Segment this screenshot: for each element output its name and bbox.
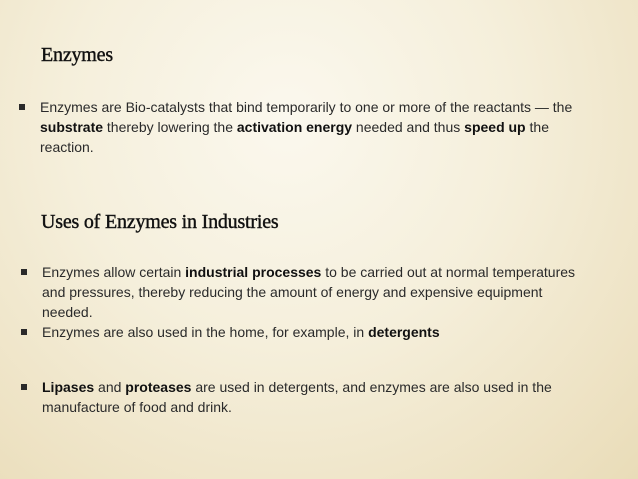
bullet-text: Enzymes are Bio-catalysts that bind temporarily to one or more of the reactants — the: [40, 99, 573, 115]
bullet-item: [17, 377, 577, 417]
bullet-item: [17, 322, 577, 342]
bullet-text: the reaction.: [40, 119, 549, 155]
bullet-text: Enzymes allow certain: [42, 264, 186, 280]
bullet-text: to be carried out at normal temperatures and pressures, thereby reducing the amount of energy and expensive equipment needed.: [42, 264, 576, 320]
heading-uses-in-industries: Uses of Enzymes in Industries: [41, 211, 279, 233]
detergents-bullet-list: [17, 377, 577, 417]
square-bullet-icon: [19, 104, 25, 110]
bold-term: speed up: [464, 119, 526, 135]
square-bullet-icon: [21, 269, 27, 275]
bullet-text: needed and thus: [352, 119, 465, 135]
bullet-text: and: [94, 379, 126, 395]
bullet-text: Enzymes are also used in the home, for example, in: [42, 324, 369, 340]
enzymes-bullet-list: [15, 97, 605, 157]
bullet-text: thereby lowering the: [103, 119, 237, 135]
bold-term: Lipases: [42, 379, 95, 395]
bullet-item: [17, 262, 577, 322]
bold-term: detergents: [368, 324, 440, 340]
bold-term: industrial processes: [185, 264, 322, 280]
bold-term: proteases: [125, 379, 192, 395]
bullet-item: [15, 97, 605, 157]
square-bullet-icon: [21, 329, 27, 335]
uses-bullet-list: [17, 262, 577, 342]
bold-term: substrate: [40, 119, 104, 135]
square-bullet-icon: [21, 384, 27, 390]
bullet-text: are used in detergents, and enzymes are also used in the manufacture of food and drink.: [42, 379, 552, 415]
heading-enzymes: Enzymes: [41, 44, 113, 66]
bold-term: activation energy: [236, 119, 353, 135]
